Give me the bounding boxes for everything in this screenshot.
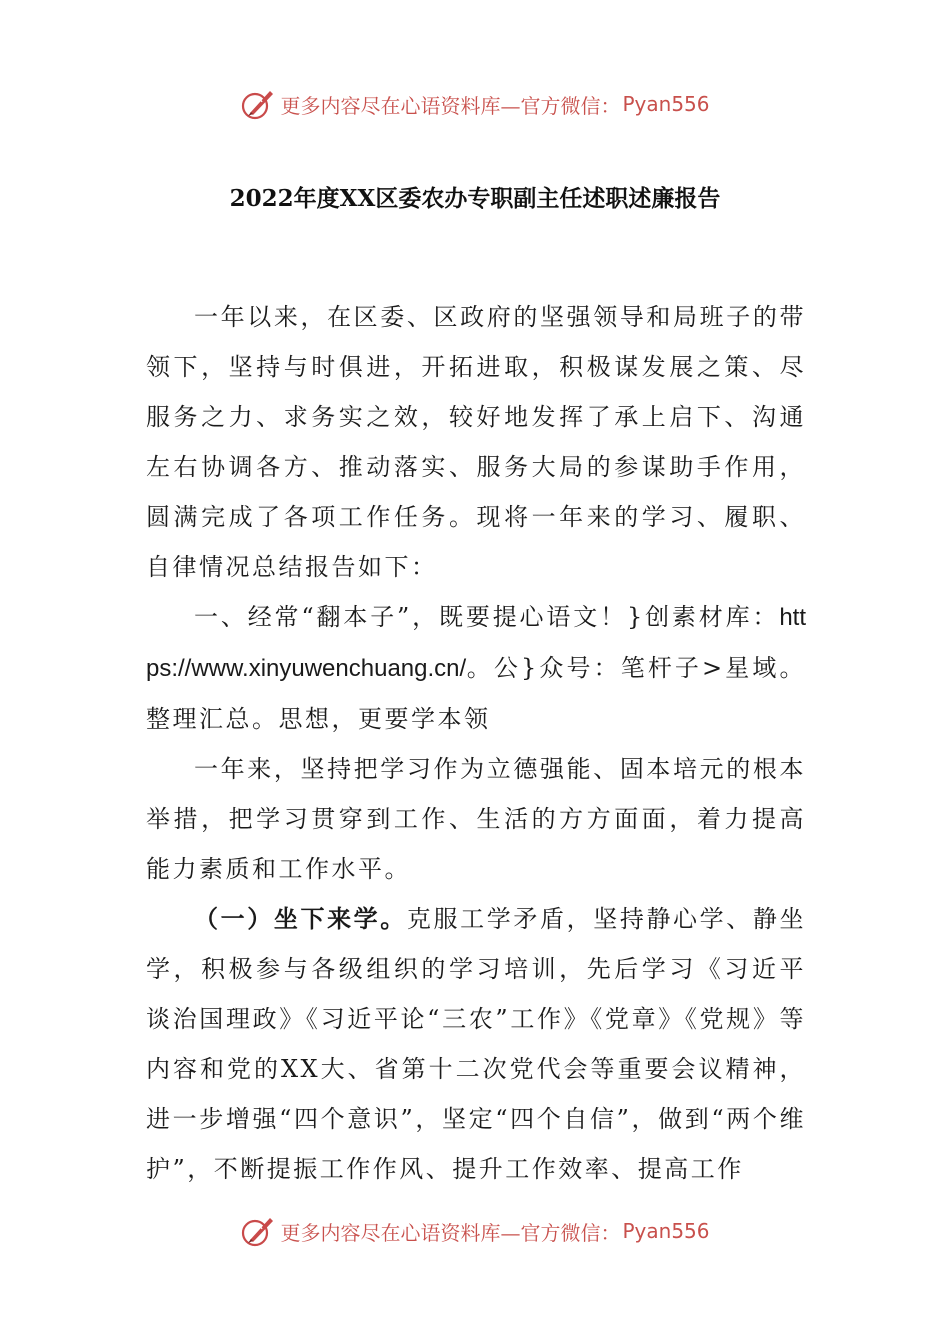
footer-watermark-banner	[0, 1211, 950, 1251]
paragraph-subsection-one	[146, 894, 806, 1194]
watermark-wechat-id: Pyan556	[622, 92, 710, 116]
subsection-one-lead: （一）坐下来学。	[194, 904, 407, 933]
paragraph-section-one-heading	[146, 592, 806, 744]
subsection-one-body: 克服工学矛盾，坚持静心学、静坐学，积极参与各级组织的学习培训，先后学习《习近平谈治国理政》《习近平论“三农”工作》《党章》《党规》等内容和党的XX大、省第十二次党代会等重要会议精神，进一步增强“四个意识”，坚定“四个自信”，做到“两个维护”，不断提振工作作风、提升工作效率、提高工作	[146, 905, 807, 1183]
document-title: 2022年度XX区委农办专职副主任述职述廉报告	[229, 185, 721, 212]
watermark-text: 更多内容尽在心语资料库—官方微信：	[280, 93, 621, 118]
watermark-text: 更多内容尽在心语资料库—官方微信：	[280, 1220, 621, 1245]
quill-logo-icon	[240, 86, 276, 122]
section-one-text-b: 。公}众号：笔杆子>星域。整理汇总。思想，更要学本领	[146, 654, 806, 733]
watermark-wechat-id: Pyan556	[622, 1219, 710, 1243]
document-body	[146, 292, 806, 1194]
website-url: https://www.xinyuwenchuang.cn/	[146, 604, 806, 682]
paragraph-intro: 一年以来，在区委、区政府的坚强领导和局班子的带领下，坚持与时俱进，开拓进取，积极谋发展之策、尽服务之力、求务实之效，较好地发挥了承上启下、沟通左右协调各方、推动落实、服务大局的参谋助手作用，圆满完成了各项工作任务。现将一年来的学习、履职、自律情况总结报告如下：	[146, 303, 806, 581]
section-one-text-a: 一、经常“翻本子”，既要提心语文！}创素材库：	[194, 603, 780, 631]
header-watermark-banner	[0, 84, 950, 124]
paragraph-study-summary: 一年来，坚持把学习作为立德强能、固本培元的根本举措，把学习贯穿到工作、生活的方方面面，着力提高能力素质和工作水平。	[146, 755, 806, 883]
quill-logo-icon	[240, 1213, 276, 1249]
